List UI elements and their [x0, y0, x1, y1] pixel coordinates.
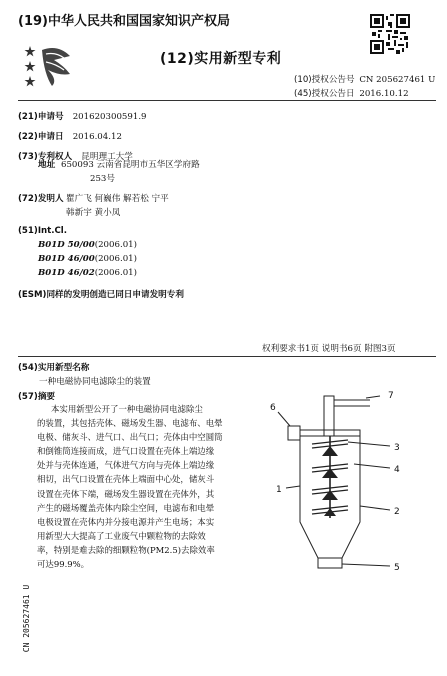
ipc-code-1 — [38, 240, 137, 250]
inventors-line-1: 瞿广飞 何巍伟 解若松 宁平 — [66, 194, 169, 204]
biblio-divider — [18, 356, 436, 357]
figure-label-7: 7 — [388, 391, 394, 401]
utility-name: 一种电磁协同电滤除尘的装置 — [39, 377, 151, 387]
abstract-line: 相切，出气口设置在壳体上端面中心处，储灰斗 — [37, 474, 215, 485]
abstract-line: 的装置，其包括壳体、磁场发生器、电滤布、电晕 — [37, 418, 223, 429]
office-emblem-icon — [22, 44, 72, 88]
ash-hopper — [318, 558, 342, 568]
application-number: 201620300591.9 — [72, 112, 147, 122]
address-line-2: 253号 — [90, 174, 115, 184]
inventors-label: (72)发明人 — [18, 194, 64, 204]
esm-note: (ESM)同样的发明创造已同日申请发明专利 — [18, 290, 184, 300]
abstract-line: 和倒锥筒连接而成，进气口设置在壳体上端边缘 — [37, 446, 215, 457]
publication-date: 2016.10.12 — [359, 89, 409, 99]
ipc-version: (2006.01) — [94, 240, 137, 250]
publication-number-label: (10)授权公告号 — [294, 75, 355, 85]
publication-number-row — [294, 73, 435, 85]
application-number-label: (21)申请号 — [18, 112, 64, 122]
filing-date-label: (22)申请日 — [18, 132, 64, 142]
ipc-code-2 — [38, 254, 137, 264]
figure-label-4: 4 — [394, 465, 400, 475]
abstract-line: 电极、储灰斗、进气口、出气口；壳体由中空圆筒 — [37, 432, 223, 443]
utility-name-label: (54)实用新型名称 — [18, 363, 90, 373]
int-cl-label: (51)Int.Cl. — [18, 226, 68, 236]
abstract-line: 处并与壳体连通，气体进气方向与壳体上端边缘 — [37, 460, 215, 471]
ipc-version: (2006.01) — [94, 268, 137, 278]
ipc-code: B01D 46/00 — [38, 254, 95, 264]
abstract-line: 用新型大大提高了工业废气中颗粒物的去除效 — [37, 530, 206, 541]
abstract-text — [37, 402, 270, 571]
abstract-line: 可达99.9%。 — [37, 559, 90, 570]
figure-label-3: 3 — [394, 443, 400, 453]
header-divider — [18, 100, 436, 101]
patentee-label: (73)专利权人 — [18, 152, 73, 162]
qr-code-icon — [370, 14, 410, 54]
publication-number: CN 205627461 U — [359, 75, 436, 85]
application-number-row — [18, 104, 147, 123]
side-publication-number: CN 205627461 U — [22, 584, 32, 653]
page-counts: 权利要求书1页 说明书6页 附图3页 — [262, 344, 396, 354]
ipc-version: (2006.01) — [94, 254, 137, 264]
figure-label-5: 5 — [394, 563, 400, 573]
abstract-line: 本实用新型公开了一种电磁协同电滤除尘 — [51, 404, 203, 414]
ipc-code: B01D 50/00 — [38, 240, 95, 250]
abstract-label: (57)摘要 — [18, 392, 56, 402]
figure-label-2: 2 — [394, 507, 400, 517]
device-figure — [262, 390, 442, 580]
abstract-line: 产生的磁场覆盖壳体内除尘空间，电滤布和电晕 — [37, 502, 215, 513]
ipc-code: B01D 46/02 — [38, 268, 95, 278]
inventors-line-2: 韩新宇 黄小凤 — [66, 208, 121, 218]
abstract-line: 设置在壳体下端，磁场发生器设置在壳体外，其 — [37, 488, 215, 499]
abstract-line: 率，特别是难去除的细颗粒物(PM2.5)去除效率 — [37, 544, 215, 555]
publication-date-row — [294, 87, 409, 99]
patentee: 昆明理工大学 — [81, 152, 133, 162]
figure-label-6: 6 — [270, 403, 276, 413]
ipc-code-3 — [38, 268, 137, 278]
figure-label-1: 1 — [276, 485, 282, 495]
publication-date-label: (45)授权公告日 — [294, 89, 355, 99]
abstract-line: 电极设置在壳体内并分接电源并产生电场；本实 — [37, 516, 215, 527]
filing-date-row — [18, 124, 122, 143]
address-line-1: 650093 云南省昆明市五华区学府路 — [61, 160, 200, 170]
office-name: (19)中华人民共和国国家知识产权局 — [18, 14, 230, 29]
filing-date: 2016.04.12 — [72, 132, 122, 142]
gas-inlet — [288, 426, 300, 440]
document-type: (12)实用新型专利 — [160, 51, 282, 67]
address-label: 地址 — [38, 160, 56, 170]
